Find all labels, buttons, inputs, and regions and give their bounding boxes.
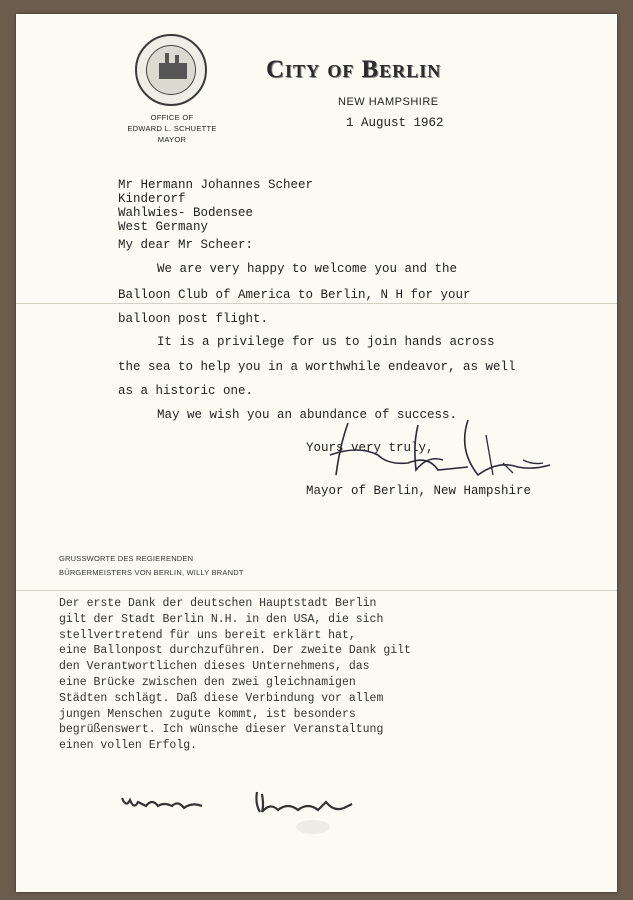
german-line: Städten schlägt. Daß diese Verbindung vor allem: [59, 691, 384, 705]
body-line: Balloon Club of America to Berlin, N H for your: [118, 288, 471, 302]
brandt-signature: [112, 784, 362, 824]
city-seal-icon: [135, 34, 207, 106]
german-line: stellvertretend für uns bereit erklärt hat,: [59, 628, 356, 642]
signer-title: Mayor of Berlin, New Hampshire: [306, 484, 532, 498]
fold-line: [16, 590, 617, 591]
office-line: EDWARD L. SCHUETTE: [127, 124, 217, 133]
body-line: balloon post flight.: [118, 312, 269, 326]
address-line: Wahlwies- Bodensee: [118, 206, 254, 220]
german-line: jungen Menschen zugute kommt, ist besonders: [59, 707, 356, 721]
german-header: [59, 552, 244, 580]
address-line: Kinderorf: [118, 192, 186, 206]
german-line: Der erste Dank der deutschen Hauptstadt Berlin: [59, 597, 377, 610]
paper-mark: [296, 820, 330, 834]
address-line: West Germany: [118, 220, 209, 234]
office-line: MAYOR: [157, 135, 187, 144]
recipient-address: [118, 178, 313, 234]
german-line: einen vollen Erfolg.: [59, 739, 198, 753]
city-title: City of Berlin: [266, 56, 442, 83]
german-line: begrüßenswert. Ich wünsche dieser Veranstaltung: [59, 723, 384, 737]
body-line: the sea to help you in a worthwhile endeavor, as well: [118, 360, 516, 374]
german-line: eine Brücke zwischen den zwei gleichnamigen: [59, 675, 356, 689]
german-line: gilt der Stadt Berlin N.H. in den USA, die sich: [59, 612, 384, 626]
body-line: May we wish you an abundance of success.: [157, 408, 458, 422]
state-name: NEW HAMPSHIRE: [338, 96, 439, 108]
body-line: We are very happy to welcome you and the: [157, 262, 458, 276]
german-header-line: GRUSSWORTE DES REGIERENDEN: [59, 554, 194, 563]
german-header-line: BÜRGERMEISTERS VON BERLIN, WILLY BRANDT: [59, 568, 244, 577]
office-line: OFFICE OF: [150, 113, 194, 122]
office-block: [118, 112, 226, 145]
german-line: eine Ballonpost durchzuführen. Der zweite Dank gilt: [59, 644, 411, 658]
salutation: My dear Mr Scheer:: [118, 238, 254, 252]
address-line: Mr Hermann Johannes Scheer: [118, 178, 314, 192]
german-message: [59, 596, 411, 754]
german-line: den Verantwortlichen dieses Unternehmens, das: [59, 660, 370, 674]
fold-line: [16, 303, 617, 304]
body-line: as a historic one.: [118, 384, 254, 398]
letter-date: 1 August 1962: [346, 116, 444, 130]
body-line: It is a privilege for us to join hands across: [157, 335, 495, 349]
closing: Yours very truly,: [306, 441, 434, 455]
